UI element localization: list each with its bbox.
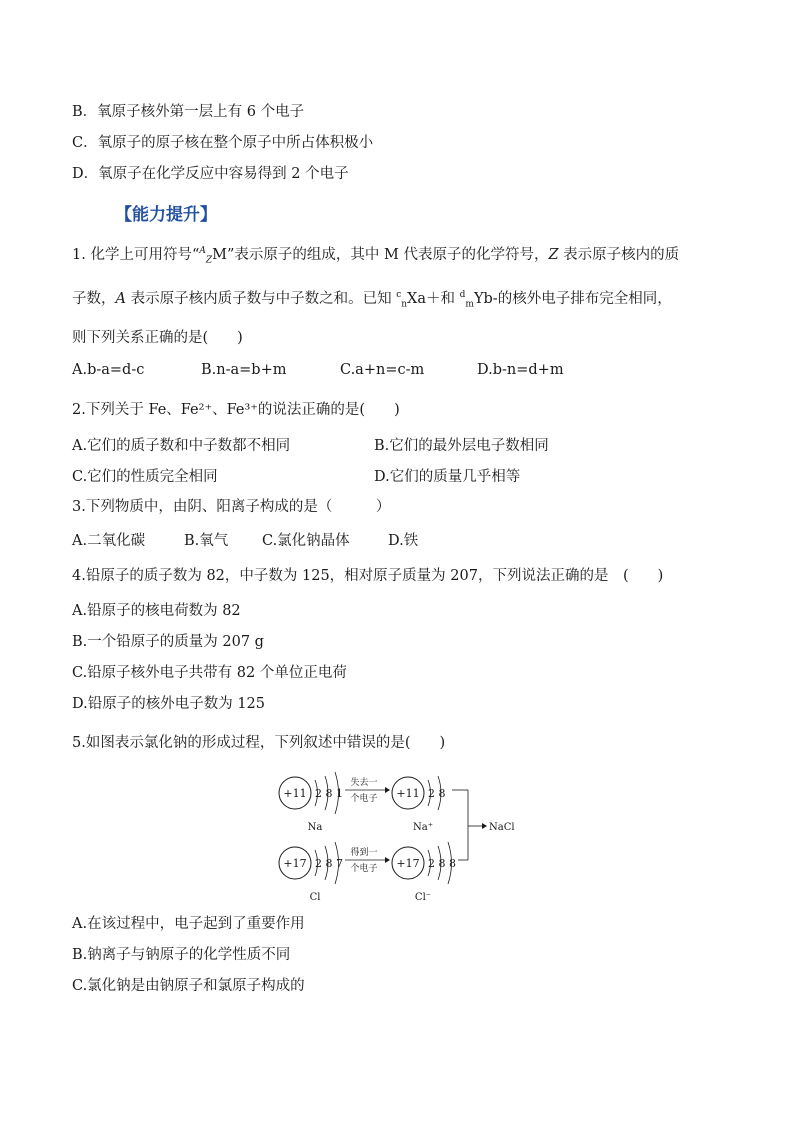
q4-option-d: D.铅原子的核外电子数为 125 bbox=[72, 696, 266, 712]
q4-stem: 4.铅原子的质子数为 82，中子数为 125，相对原子质量为 207，下列说法正确的是 ( ) bbox=[72, 568, 664, 584]
na-nucleus: +11 bbox=[283, 787, 307, 800]
na-label: Na bbox=[307, 822, 323, 833]
arrow2-top-label: 得到一 bbox=[350, 848, 378, 858]
q1-option-b: B.n-a=b+m bbox=[201, 362, 287, 378]
q1-option-a: A.b-a=d-c bbox=[72, 362, 145, 378]
prev-option-b: B．氧原子核外第一层上有 6 个电子 bbox=[72, 104, 305, 120]
q3-option-d: D.铁 bbox=[388, 533, 419, 549]
q1-a: A bbox=[115, 290, 126, 307]
q1-text-2b: 表示原子核内质子数与中子数之和。已知 bbox=[125, 290, 397, 307]
cl-label: Cl bbox=[309, 892, 321, 903]
q5-option-c: C.氯化钠是由钠原子和氯原子构成的 bbox=[72, 978, 305, 994]
q1-text-1: 1. 化学上可用符号“ bbox=[72, 246, 200, 263]
arrow1-head bbox=[385, 787, 390, 793]
q1-line-1 bbox=[72, 241, 679, 271]
q1-line-3: 则下列关系正确的是( ) bbox=[72, 330, 243, 346]
cl-ion-nucleus: +17 bbox=[396, 857, 420, 870]
q1-xa: Xa＋和 bbox=[407, 290, 460, 307]
q1-sym-a: A bbox=[199, 246, 206, 256]
q5-option-a: A.在该过程中，电子起到了重要作用 bbox=[72, 916, 305, 932]
q4-option-a: A.铅原子的核电荷数为 82 bbox=[72, 603, 241, 619]
q1-option-c: C.a+n=c-m bbox=[340, 362, 425, 378]
cl-nucleus: +17 bbox=[283, 857, 307, 870]
nacl-formation-diagram bbox=[270, 768, 530, 908]
q5-stem: 5.如图表示氯化钠的形成过程，下列叙述中错误的是( ) bbox=[72, 735, 446, 751]
na-ion-shells: 2 8 bbox=[428, 787, 446, 800]
q1-m: m bbox=[465, 299, 474, 310]
q1-yb: Yb- bbox=[473, 290, 498, 307]
product-arrow-head bbox=[482, 823, 487, 829]
q1-c: c bbox=[396, 290, 402, 300]
product-label: NaCl bbox=[489, 822, 515, 833]
q1-z: Z bbox=[548, 246, 559, 263]
q2-option-a: A.它们的质子数和中子数都不相同 bbox=[72, 438, 291, 454]
q1-sym-z: Z bbox=[205, 255, 213, 266]
q1-line-2 bbox=[72, 285, 672, 315]
na-ion-nucleus: +11 bbox=[396, 787, 420, 800]
arrow1-bottom-label: 个电子 bbox=[350, 794, 378, 804]
q5-option-b: B.钠离子与钠原子的化学性质不同 bbox=[72, 947, 291, 963]
q2-option-d: D.它们的质量几乎相等 bbox=[374, 469, 521, 485]
q1-text-2c: 的核外电子排布完全相同， bbox=[497, 290, 672, 307]
q1-option-d: D.b-n=d+m bbox=[477, 362, 564, 378]
q1-text-2a: 子数， bbox=[72, 290, 116, 307]
cl-ion-label: Cl⁻ bbox=[414, 892, 432, 903]
q1-d: d bbox=[459, 290, 466, 300]
q3-stem: 3.下列物质中，由阴、阳离子构成的是（ ） bbox=[72, 499, 391, 515]
prev-option-c: C．氧原子的原子核在整个原子中所占体积极小 bbox=[72, 135, 374, 151]
section-title: 【能力提升】 bbox=[115, 205, 217, 225]
q4-option-c: C.铅原子核外电子共带有 82 个单位正电荷 bbox=[72, 665, 347, 681]
q1-text-1c: 表示原子核内的质 bbox=[558, 246, 680, 263]
q2-option-c: C.它们的性质完全相同 bbox=[72, 469, 218, 485]
prev-option-d: D．氧原子在化学反应中容易得到 2 个电子 bbox=[72, 166, 349, 182]
q2-option-b: B.它们的最外层电子数相同 bbox=[374, 438, 549, 454]
arrow2-head bbox=[385, 857, 390, 863]
q4-option-b: B.一个铅原子的质量为 207 g bbox=[72, 634, 264, 650]
q3-option-c: C.氯化钠晶体 bbox=[262, 533, 350, 549]
na-shells: 2 8 1 bbox=[315, 787, 343, 800]
q2-stem: 2.下列关于 Fe、Fe²⁺、Fe³⁺的说法正确的是( ) bbox=[72, 402, 400, 418]
arrow1-top-label: 失去一 bbox=[350, 778, 378, 788]
na-ion-label: Na⁺ bbox=[413, 822, 433, 833]
arrow2-bottom-label: 个电子 bbox=[350, 864, 378, 874]
cl-ion-shells: 2 8 8 bbox=[428, 857, 456, 870]
q1-text-1b: M”表示原子的组成，其中 M 代表原子的化学符号， bbox=[212, 246, 549, 263]
q1-n: n bbox=[401, 299, 408, 310]
cl-shells: 2 8 7 bbox=[315, 857, 343, 870]
q3-option-b: B.氧气 bbox=[184, 533, 229, 549]
q3-option-a: A.二氧化碳 bbox=[72, 533, 146, 549]
